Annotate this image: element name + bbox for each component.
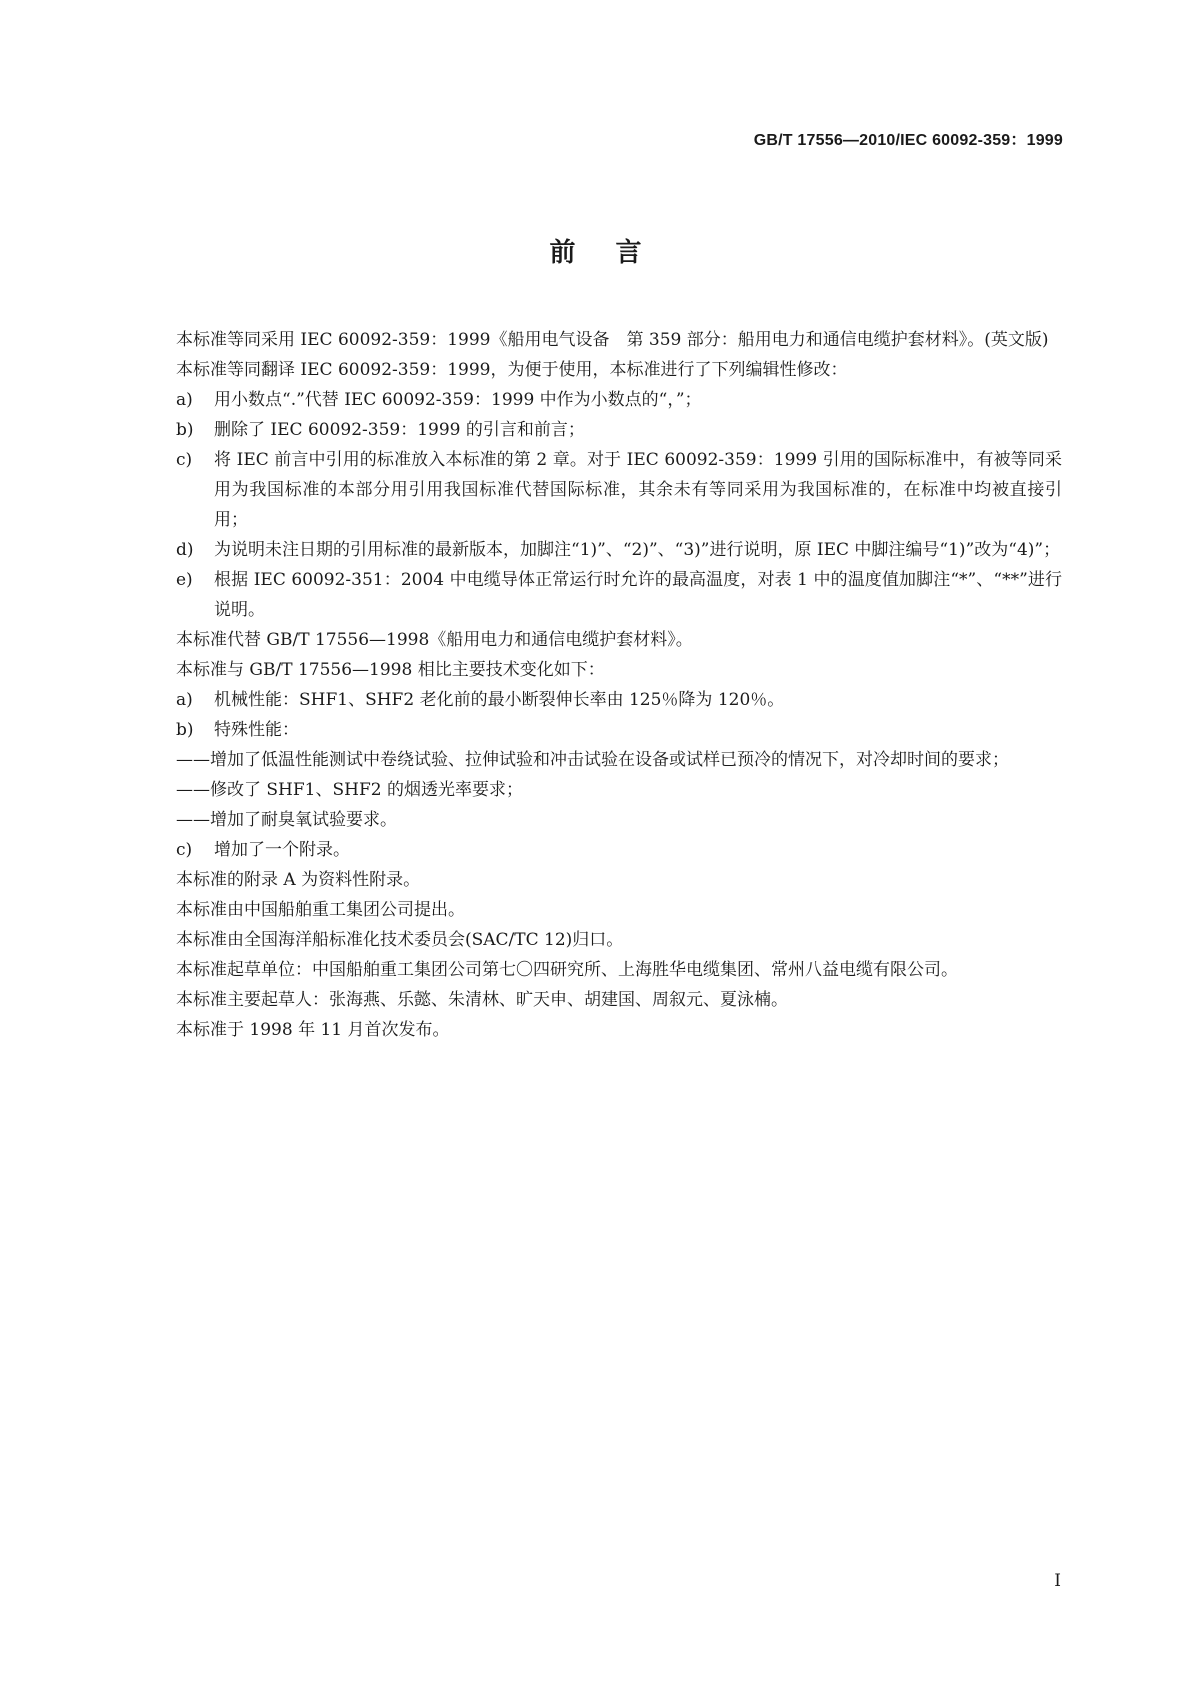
list-marker: e) <box>176 570 193 590</box>
dash-item: ——增加了耐臭氧试验要求。 <box>176 810 397 830</box>
standard-code-header: GB/T 17556—2010/IEC 60092-359：1999 <box>753 132 1063 149</box>
list-marker: d) <box>176 540 194 560</box>
list-marker: b) <box>176 720 194 740</box>
list-item-text: 删除了 IEC 60092-359：1999 的引言和前言； <box>214 420 585 440</box>
appendix-paragraph: 本标准的附录 A 为资料性附录。 <box>176 870 421 890</box>
list-marker: c) <box>176 840 193 860</box>
changes-intro-paragraph: 本标准与 GB/T 17556—1998 相比主要技术变化如下： <box>176 660 605 680</box>
list-item-text: 增加了一个附录。 <box>214 840 350 860</box>
dash-item: ——增加了低温性能测试中卷绕试验、拉伸试验和冲击试验在设备或试样已预冷的情况下，对冷却时间的要求； <box>176 750 1009 770</box>
page-number: I <box>1054 1571 1061 1591</box>
translation-paragraph: 本标准等同翻译 IEC 60092-359：1999，为便于使用，本标准进行了下列编辑性修改： <box>176 360 848 380</box>
list-marker: a) <box>176 390 193 410</box>
list-marker: a) <box>176 690 193 710</box>
proposer-paragraph: 本标准由中国船舶重工集团公司提出。 <box>176 900 465 920</box>
change-item-a <box>136 685 1062 715</box>
list-item-text: 为说明未注日期的引用标准的最新版本，加脚注“1)”、“2)”、“3)”进行说明，原 IEC 中脚注编号“1)”改为“4)”； <box>214 540 1061 560</box>
page-title: 前言 <box>549 238 682 268</box>
edit-item-d <box>136 535 1062 565</box>
list-item-text: 将 IEC 前言中引用的标准放入本标准的第 2 章。对于 IEC 60092-359：1999 引用的国际标准中，有被等同采用为我国标准的本部分用引用我国标准代替国际标准，其余未有等同采用为我国标准的，在标准中均被直接引用； <box>214 450 1062 530</box>
edit-item-e <box>136 565 1062 625</box>
list-item-text: 用小数点“.”代替 IEC 60092-359：1999 中作为小数点的“，”； <box>214 390 702 410</box>
list-marker: c) <box>176 450 193 470</box>
list-marker: b) <box>176 420 194 440</box>
edit-item-b <box>136 415 1062 445</box>
dash-item: ——修改了 SHF1、SHF2 的烟透光率要求； <box>176 780 523 800</box>
list-item-text: 特殊性能： <box>214 720 299 740</box>
committee-paragraph: 本标准由全国海洋船标准化技术委员会(SAC/TC 12)归口。 <box>176 930 624 950</box>
change-item-b <box>136 715 1062 745</box>
edit-item-c <box>136 445 1062 535</box>
list-item-text: 机械性能：SHF1、SHF2 老化前的最小断裂伸长率由 125％降为 120％。 <box>214 690 785 710</box>
drafting-units-paragraph: 本标准起草单位：中国船舶重工集团公司第七〇四研究所、上海胜华电缆集团、常州八益电缆有限公司。 <box>176 960 958 980</box>
drafters-paragraph: 本标准主要起草人：张海燕、乐懿、朱清林、旷天申、胡建国、周叙元、夏泳楠。 <box>176 990 788 1010</box>
list-item-text: 根据 IEC 60092-351：2004 中电缆导体正常运行时允许的最高温度，对表 1 中的温度值加脚注“*”、“**”进行说明。 <box>214 570 1062 620</box>
first-issue-paragraph: 本标准于 1998 年 11 月首次发布。 <box>176 1020 450 1040</box>
adoption-paragraph: 本标准等同采用 IEC 60092-359：1999《船用电气设备 第 359 部分：船用电力和通信电缆护套材料》。(英文版) <box>176 330 1049 350</box>
edit-item-a <box>136 385 1062 415</box>
replaces-paragraph: 本标准代替 GB/T 17556—1998《船用电力和通信电缆护套材料》。 <box>176 630 693 650</box>
foreword-body <box>136 325 1062 1045</box>
change-item-c <box>136 835 1062 865</box>
